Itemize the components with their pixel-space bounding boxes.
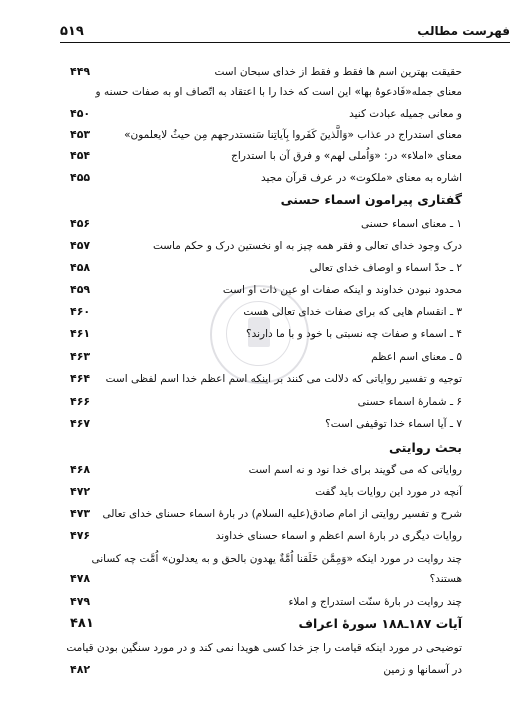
- entry-text: شرح و تفسیر روایتی از امام صادق(علیه السلام) در بارهٔ اسماء حسنای خدای تعالی: [102, 508, 462, 520]
- entry-text: درک وجود خدای تعالی و فقر همه چیز به او نخستین درک و حکم ماست: [152, 240, 462, 252]
- header-title: فهرست مطالب: [417, 24, 510, 38]
- toc-entry: [0, 104, 528, 126]
- entry-page-number: ۴۷۹: [70, 595, 91, 608]
- entry-text: در آسمانها و زمین: [383, 664, 462, 676]
- entry-page-number: ۴۵۸: [70, 261, 91, 274]
- entry-text: آنچه در مورد این روایات باید گفت: [315, 486, 462, 498]
- entry-page-number: ۴۵۰: [70, 107, 91, 120]
- toc-entry: [0, 549, 528, 571]
- toc-entry: [0, 214, 528, 236]
- entry-page-number: ۴۷۳: [70, 507, 91, 520]
- entry-page-number: ۴۶۶: [70, 395, 91, 408]
- toc-entry: [0, 82, 528, 104]
- toc-entry: [0, 125, 528, 147]
- section-heading: [0, 190, 528, 212]
- entry-text: گفتاری پیرامون اسماء حسنی: [280, 192, 462, 207]
- entry-text: روایاتی که می گویند برای خدا نود و نه اسم است: [248, 464, 462, 476]
- entry-page-number: ۴۵۳: [70, 128, 91, 141]
- entry-text: چند روایت در بارهٔ سنّت استدراج و املاء: [288, 596, 462, 608]
- toc-entry: [0, 302, 528, 324]
- entry-text: معنای «املاء» در: «وَاُملی لهم» و فرق آن با استدراج: [231, 150, 462, 162]
- toc-entry: [0, 236, 528, 258]
- entry-text: توضیحی در مورد اینکه قیامت را جز خدا کسی هویدا نمی کند و در مورد سنگین بودن قیامت: [66, 642, 462, 654]
- entry-text: توجیه و تفسیر روایاتی که دلالت می کنند بر اینکه اسم اعظم خدا اسم لفظی است: [105, 373, 462, 385]
- entry-text: محدود نبودن خداوند و اینکه صفات او عین ذات او است: [222, 284, 462, 296]
- entry-page-number: ۴۶۳: [70, 350, 91, 363]
- toc-entry: [0, 414, 528, 436]
- section-heading: [0, 438, 528, 460]
- toc-entry: [0, 62, 528, 84]
- entry-page-number: ۴۵۶: [70, 217, 91, 230]
- entry-page-number: ۴۶۸: [70, 463, 91, 476]
- toc-entry: [0, 146, 528, 168]
- entry-page-number: ۴۸۱: [70, 616, 94, 631]
- entry-text: هستند؟: [429, 573, 462, 585]
- entry-text: و معانی جمیله عبادت کنید: [349, 108, 462, 120]
- entry-text: حقیقت بهترین اسم ها فقط و فقط از خدای سبحان است: [214, 66, 462, 78]
- entry-page-number: ۴۵۵: [70, 171, 91, 184]
- toc-entry: [0, 369, 528, 391]
- entry-page-number: ۴۵۷: [70, 239, 91, 252]
- toc-entry: [0, 660, 528, 682]
- entry-page-number: ۴۶۷: [70, 417, 91, 430]
- entry-text: ۶ ـ شمارهٔ اسماء حسنی: [357, 396, 462, 408]
- header-page-number: ۵۱۹: [60, 24, 84, 39]
- toc-entry: [0, 460, 528, 482]
- entry-text: معنای جمله«فَادعوهُ بها» این است که خدا را با اعتقاد به اتّصاف او به صفات حسنه و: [95, 86, 462, 98]
- toc-entry: [0, 569, 528, 591]
- entry-text: ۲ ـ حدّ اسماء و اوصاف خدای تعالی: [309, 262, 462, 274]
- toc-entry: [0, 258, 528, 280]
- entry-text: ۱ ـ معنای اسماء حسنی: [360, 218, 462, 230]
- entry-page-number: ۴۷۲: [70, 485, 91, 498]
- entry-text: بحث روایتی: [389, 440, 462, 455]
- entry-page-number: ۴۶۰: [70, 305, 91, 318]
- toc-entry: [0, 280, 528, 302]
- entry-page-number: ۴۵۹: [70, 283, 91, 296]
- toc-entry: [0, 324, 528, 346]
- entry-page-number: ۴۴۹: [70, 65, 91, 78]
- entry-text: روایات دیگری در بارهٔ اسم اعظم و اسماء حسنای خداوند: [215, 530, 462, 542]
- entry-page-number: ۴۸۲: [70, 663, 91, 676]
- entry-text: آیات ۱۸۷ـ۱۸۸ سورهٔ اعراف: [298, 616, 462, 631]
- toc-entry: [0, 392, 528, 414]
- toc-entry: [0, 347, 528, 369]
- section-heading: [0, 614, 528, 636]
- toc-entry: [0, 504, 528, 526]
- toc-entry: [0, 482, 528, 504]
- entry-text: ۵ ـ معنای اسم اعظم: [371, 351, 462, 363]
- entry-text: اشاره به معنای «ملکوت» در عرف قرآن مجید: [261, 172, 462, 184]
- entry-text: ۴ ـ اسماء و صفات چه نسبتی با خود و با ما دارند؟: [246, 328, 462, 340]
- entry-text: ۷ ـ آیا اسماء خدا توقیفی است؟: [325, 418, 462, 430]
- entry-page-number: ۴۶۴: [70, 372, 91, 385]
- entry-text: چند روایت در مورد اینکه «وَمِمَّن خَلَقنا اُمَّةٌ یهدون بالحق و به یعدلون» اُمَّت چه کسانی: [91, 553, 462, 565]
- toc-entry: [0, 526, 528, 548]
- entry-text: معنای استدراج در عذاب «وَالَّذینَ کَفَروا بِآیاتِنا سَنستدرجهم مِن حیثُ لایعلمون»: [124, 129, 462, 141]
- toc-entry: [0, 638, 528, 660]
- toc-entry: [0, 168, 528, 190]
- entry-text: ۳ ـ انقسام هایی که برای صفات خدای تعالی هست: [243, 306, 462, 318]
- entry-page-number: ۴۵۴: [70, 149, 91, 162]
- entry-page-number: ۴۷۸: [70, 572, 91, 585]
- entry-page-number: ۴۶۱: [70, 327, 91, 340]
- entry-page-number: ۴۷۶: [70, 529, 91, 542]
- toc-entry: [0, 592, 528, 614]
